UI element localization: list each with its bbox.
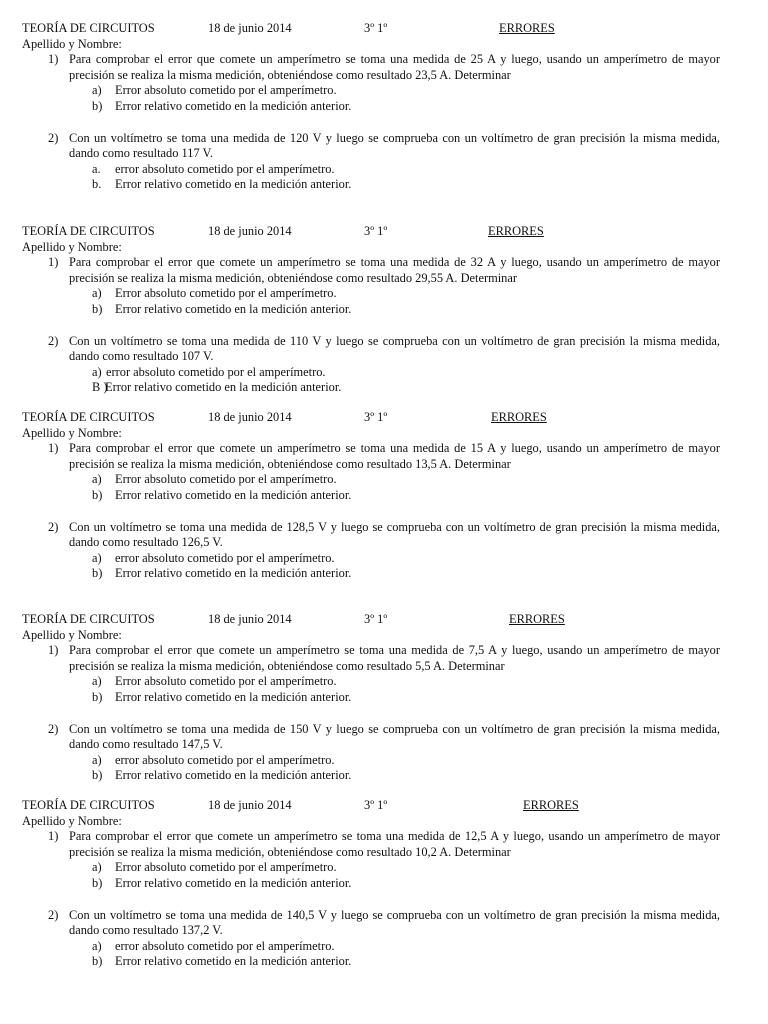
exam-date: 18 de junio 2014 — [208, 224, 292, 238]
sub-item-text: Error absoluto cometido por el amperímetro. — [115, 83, 337, 98]
sub-item-label: a) — [92, 938, 102, 953]
topic-title: ERRORES — [488, 224, 544, 238]
exam-header — [22, 224, 720, 240]
course-title: TEORÍA DE CIRCUITOS — [22, 798, 155, 812]
sub-item-label: B ) — [92, 380, 108, 395]
sub-item-label: b) — [92, 954, 103, 969]
topic-title: ERRORES — [523, 798, 579, 812]
sub-item-text: Error relativo cometido en la medición anterior. — [115, 768, 352, 783]
sub-item-a — [22, 365, 720, 381]
group-label: 3º 1º — [364, 798, 388, 812]
group-label: 3º 1º — [364, 612, 388, 626]
sub-item-a — [22, 83, 720, 99]
sub-item-label: b) — [92, 566, 103, 581]
sub-item-label: b) — [92, 875, 103, 890]
sub-item-text: Error relativo cometido en la medición anterior. — [115, 875, 352, 890]
question-2 — [22, 131, 720, 162]
question-1 — [22, 255, 720, 286]
sub-item-text: error absoluto cometido por el amperímetro. — [115, 161, 335, 176]
question-1 — [22, 643, 720, 674]
sub-item-label: a) — [92, 860, 102, 875]
sub-item-text: Error relativo cometido en la medición anterior. — [115, 98, 352, 113]
question-1 — [22, 52, 720, 83]
course-title: TEORÍA DE CIRCUITOS — [22, 410, 155, 424]
exam-block-3 — [22, 410, 720, 582]
question-2 — [22, 722, 720, 753]
exam-date: 18 de junio 2014 — [208, 21, 292, 35]
sub-item-label: b) — [92, 768, 103, 783]
course-title: TEORÍA DE CIRCUITOS — [22, 21, 155, 35]
sub-item-a — [22, 939, 720, 955]
topic-title: ERRORES — [499, 21, 555, 35]
sub-item-a — [22, 860, 720, 876]
question-number: 1) — [48, 52, 59, 67]
group-label: 3º 1º — [364, 410, 388, 424]
course-title: TEORÍA DE CIRCUITOS — [22, 224, 155, 238]
group-label: 3º 1º — [364, 224, 388, 238]
sub-item-label: a) — [92, 364, 102, 379]
question-1 — [22, 829, 720, 860]
sub-item-label: a) — [92, 472, 102, 487]
name-label: Apellido y Nombre: — [22, 36, 122, 51]
question-text: Con un voltímetro se toma una medida de 140,5 V y luego se comprueba con un voltímetro de gran precisión la misma medida, dando como resultado 137,2 V. — [69, 907, 720, 938]
sub-item-text: Error relativo cometido en la medición anterior. — [115, 954, 352, 969]
question-text: Para comprobar el error que comete un amperímetro se toma una medida de 12,5 A y luego, usando un amperímetro de mayor precisión se realiza la misma medición, obteniéndose como resultado 10,2 A. Determinar — [69, 829, 720, 859]
sub-item-label: b) — [92, 98, 103, 113]
exam-date: 18 de junio 2014 — [208, 612, 292, 626]
sub-item-text: Error relativo cometido en la medición anterior. — [105, 380, 342, 395]
sub-item-b — [22, 380, 720, 396]
sub-item-a — [22, 753, 720, 769]
question-text: Para comprobar el error que comete un amperímetro se toma una medida de 15 A y luego, usando un amperímetro de mayor precisión se realiza la misma medición, obteniéndose como resultado 13,5 A. Determinar — [69, 441, 720, 471]
question-2 — [22, 908, 720, 939]
group-label: 3º 1º — [364, 21, 388, 35]
sub-item-text: Error relativo cometido en la medición anterior. — [115, 487, 352, 502]
sub-item-label: b) — [92, 487, 103, 502]
course-title: TEORÍA DE CIRCUITOS — [22, 612, 155, 626]
sub-item-text: Error absoluto cometido por el amperímetro. — [115, 472, 337, 487]
question-2 — [22, 334, 720, 365]
name-label: Apellido y Nombre: — [22, 627, 122, 642]
question-1 — [22, 441, 720, 472]
topic-title: ERRORES — [491, 410, 547, 424]
sub-item-a — [22, 674, 720, 690]
question-number: 2) — [48, 130, 59, 145]
sub-item-b — [22, 488, 720, 504]
sub-item-text: Error relativo cometido en la medición anterior. — [115, 177, 352, 192]
question-number: 1) — [48, 255, 59, 270]
sub-item-label: a) — [92, 286, 102, 301]
sub-item-label: a. — [92, 161, 101, 176]
exam-header — [22, 21, 720, 37]
question-text: Con un voltímetro se toma una medida de 110 V y luego se comprueba con un voltímetro de gran precisión la misma medida, dando como resultado 107 V. — [69, 333, 720, 364]
topic-title: ERRORES — [509, 612, 565, 626]
exam-header — [22, 410, 720, 426]
sub-item-text: Error relativo cometido en la medición anterior. — [115, 566, 352, 581]
sub-item-b — [22, 876, 720, 892]
sub-item-label: a) — [92, 674, 102, 689]
exam-block-4 — [22, 612, 720, 784]
question-text: Con un voltímetro se toma una medida de 128,5 V y luego se comprueba con un voltímetro de gran precisión la misma medida, dando como resultado 126,5 V. — [69, 519, 720, 550]
sub-item-b — [22, 566, 720, 582]
exam-header — [22, 612, 720, 628]
sub-item-text: Error absoluto cometido por el amperímetro. — [115, 860, 337, 875]
sub-item-a — [22, 162, 720, 178]
sub-item-label: b) — [92, 301, 103, 316]
question-number: 1) — [48, 829, 59, 844]
sub-item-label: b. — [92, 177, 102, 192]
exam-date: 18 de junio 2014 — [208, 798, 292, 812]
sub-item-a — [22, 551, 720, 567]
question-text: Para comprobar el error que comete un amperímetro se toma una medida de 25 A y luego, usando un amperímetro de mayor precisión se realiza la misma medición, obteniéndose como resultado 23,5 A. Determinar — [69, 52, 720, 82]
question-number: 2) — [48, 721, 59, 736]
sub-item-b — [22, 177, 720, 193]
exam-header — [22, 798, 720, 814]
name-label: Apellido y Nombre: — [22, 425, 122, 440]
sub-item-text: Error relativo cometido en la medición anterior. — [115, 689, 352, 704]
sub-item-text: error absoluto cometido por el amperímetro. — [115, 550, 335, 565]
sub-item-label: b) — [92, 689, 103, 704]
question-text: Con un voltímetro se toma una medida de 150 V y luego se comprueba con un voltímetro de gran precisión la misma medida, dando como resultado 147,5 V. — [69, 721, 720, 752]
question-text: Con un voltímetro se toma una medida de 120 V y luego se comprueba con un voltímetro de gran precisión la misma medida, dando como resultado 117 V. — [69, 130, 720, 161]
sub-item-text: error absoluto cometido por el amperímetro. — [106, 364, 326, 379]
name-label: Apellido y Nombre: — [22, 239, 122, 254]
exam-date: 18 de junio 2014 — [208, 410, 292, 424]
sub-item-text: Error relativo cometido en la medición anterior. — [115, 301, 352, 316]
sub-item-label: a) — [92, 752, 102, 767]
sub-item-text: Error absoluto cometido por el amperímetro. — [115, 674, 337, 689]
question-number: 2) — [48, 519, 59, 534]
question-2 — [22, 520, 720, 551]
question-number: 2) — [48, 907, 59, 922]
sub-item-a — [22, 472, 720, 488]
name-label: Apellido y Nombre: — [22, 813, 122, 828]
sub-item-b — [22, 690, 720, 706]
exam-block-1 — [22, 21, 720, 193]
sub-item-label: a) — [92, 83, 102, 98]
question-number: 2) — [48, 333, 59, 348]
question-number: 1) — [48, 441, 59, 456]
sub-item-text: error absoluto cometido por el amperímetro. — [115, 938, 335, 953]
sub-item-b — [22, 768, 720, 784]
sub-item-label: a) — [92, 550, 102, 565]
sub-item-b — [22, 954, 720, 970]
sub-item-text: Error absoluto cometido por el amperímetro. — [115, 286, 337, 301]
exam-block-5 — [22, 798, 720, 970]
question-number: 1) — [48, 643, 59, 658]
sub-item-a — [22, 286, 720, 302]
exam-block-2 — [22, 224, 720, 396]
sub-item-text: error absoluto cometido por el amperímetro. — [115, 752, 335, 767]
sub-item-b — [22, 302, 720, 318]
question-text: Para comprobar el error que comete un amperímetro se toma una medida de 32 A y luego, usando un amperímetro de mayor precisión se realiza la misma medición, obteniéndose como resultado 29,55 A. Determinar — [69, 255, 720, 285]
sub-item-b — [22, 99, 720, 115]
question-text: Para comprobar el error que comete un amperímetro se toma una medida de 7,5 A y luego, usando un amperímetro de mayor precisión se realiza la misma medición, obteniéndose como resultado 5,5 A. Determinar — [69, 643, 720, 673]
